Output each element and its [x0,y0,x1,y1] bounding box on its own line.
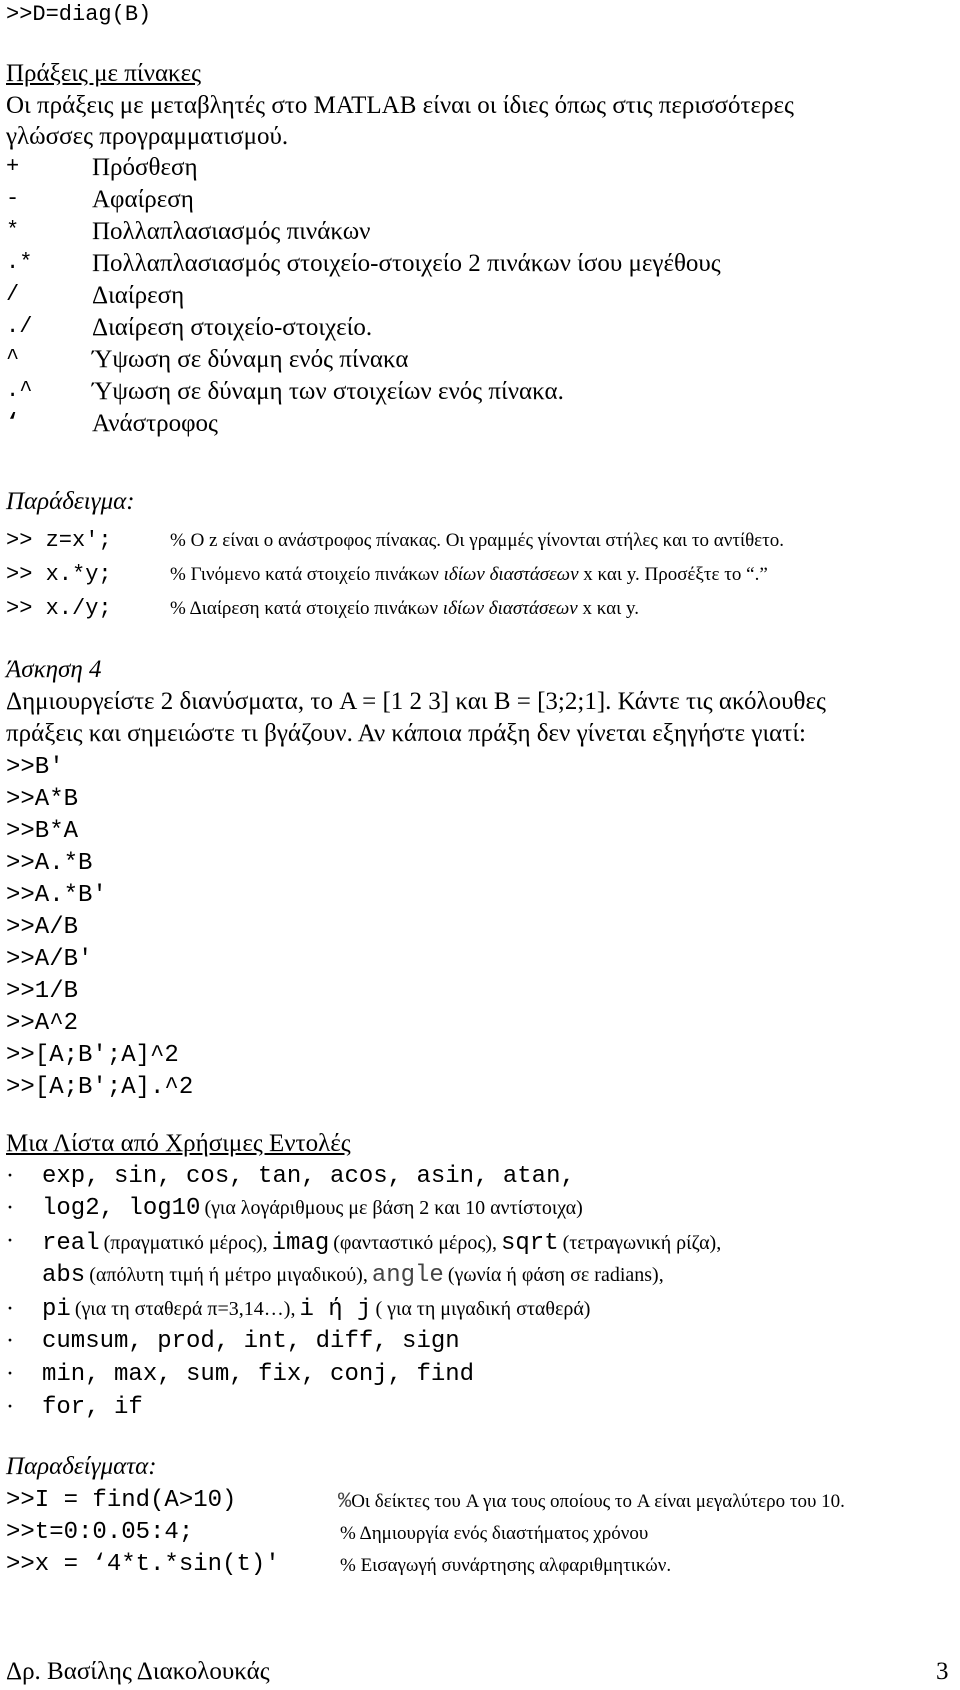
command-note: (φανταστικό μέρος), [333,1232,497,1254]
command-note: ( για τη μιγαδική σταθερά) [375,1298,591,1320]
bullet-icon: · [6,1228,14,1254]
command-angle: angle [371,1262,444,1289]
exercise-command: >>A/B [6,914,79,941]
exercise-command: >>[A;B′;A]^2 [6,1042,179,1069]
example-row [6,1551,956,1583]
example-comment-text: Οι δείκτες του A για τους οποίους το A είναι μεγαλύτερο του 10. [351,1491,845,1512]
operator-row [6,378,906,410]
operator-symbol: .* [6,250,33,275]
bullet-icon: · [6,1328,14,1354]
bullet-icon: · [6,1394,14,1420]
bullet-icon: · [6,1163,14,1189]
exercise-text-line-1: Δημιουργείστε 2 διανύσματα, το A = [1 2 3] και B = [3;2;1]. Κάντε τις ακόλουθες [6,688,826,715]
command-note: (τετραγωνική ρίζα), [562,1232,722,1254]
command-item-body [42,1195,583,1222]
operator-row [6,346,906,378]
example-row [6,596,946,626]
bullet-icon: · [6,1361,14,1387]
percent-sign: % [338,1489,352,1514]
operator-symbol: / [6,282,20,307]
command-names: log2, log10 [42,1195,201,1222]
operator-description: Πολλαπλασιασμός στοιχείο-στοιχείο 2 πινάκων ίσου μεγέθους [92,250,721,277]
top-code-line: >>D=diag(B) [6,2,152,27]
example-code: >>t=0:0.05:4; [6,1519,194,1546]
command-note: (για τη σταθερά π=3,14…), [74,1298,296,1320]
command-list-item [6,1328,946,1360]
operator-symbol: ‘ [6,410,20,435]
command-names: for, if [42,1394,143,1421]
exercise-command: >>A/B′ [6,946,93,973]
exercise-command: >>B′ [6,754,64,781]
operator-symbol: ^ [6,346,20,371]
example-comment [170,564,768,586]
exercise-command: >>A.*B′ [6,882,107,909]
command-sqrt: sqrt [500,1230,559,1257]
operator-row [6,186,906,218]
operator-description: Ύψωση σε δύναμη ενός πίνακα [92,346,409,373]
command-pi: pi [42,1296,71,1323]
command-note: (απόλυτη τιμή ή μέτρο μιγαδικού), [89,1264,368,1286]
exercise-command: >>A*B [6,786,79,813]
example-code: >> x.*y; [6,562,112,587]
example-comment-italic: ιδίων διαστάσεων [443,564,579,585]
example-row [6,1519,956,1551]
command-names: min, max, sum, fix, conj, find [42,1361,475,1388]
example-comment: % Εισαγωγή συνάρτησης αλφαριθμητικών. [340,1555,672,1576]
operator-row [6,218,906,250]
command-note: (για λογάριθμους με βάση 2 και 10 αντίστοιχα) [204,1197,583,1219]
exercise-heading: Άσκηση 4 [6,656,102,683]
operator-row [6,314,906,346]
operator-description: Αφαίρεση [92,186,194,213]
command-note: (πραγματικό μέρος), [103,1232,268,1254]
section-heading-operations: Πράξεις με πίνακες [6,60,202,87]
example-code: >> z=x′; [6,528,112,553]
operator-description: Διαίρεση [92,282,185,309]
commands-list-heading: Μια Λίστα από Χρήσιμες Εντολές [6,1130,351,1157]
operator-description: Πρόσθεση [92,154,198,181]
command-list-item [6,1163,946,1195]
example-comment [170,598,639,620]
example-comment: % Δημιουργία ενός διαστήματος χρόνου [340,1523,649,1544]
example-heading: Παράδειγμα: [6,488,135,515]
exercise-command: >>B*A [6,818,79,845]
example-comment [170,530,784,552]
example-code: >>I = find(A>10) [6,1487,237,1514]
operator-symbol: + [6,154,20,179]
operator-description: Ανάστροφος [92,410,218,437]
command-list-item [6,1195,946,1227]
operator-row [6,282,906,314]
command-list-item [6,1394,946,1426]
command-names: cumsum, prod, int, diff, sign [42,1328,460,1355]
example-comment-tail: x και y. Προσέξτε το “.” [578,564,768,585]
command-ij: i ή j [299,1296,372,1323]
operator-row [6,154,906,186]
example-comment-text: % Ο z είναι ο ανάστροφος πίνακας. Οι γραμμές γίνονται στήλες και το αντίθετο. [170,530,785,551]
intro-line-1: Οι πράξεις με μεταβλητές στο MATLAB είναι οι ίδιες όπως στις περισσότερες [6,92,794,119]
operator-description: Ύψωση σε δύναμη των στοιχείων ενός πίνακα. [92,378,564,405]
example-comment [338,1489,845,1514]
command-note: (γωνία ή φάση σε radians), [447,1264,664,1286]
example-comment-text: % Διαίρεση κατά στοιχείο πινάκων [170,598,443,619]
operator-symbol: - [6,186,20,211]
example-comment-text: % Γινόμενο κατά στοιχείο πινάκων [170,564,444,585]
example-code: >> x./y; [6,596,112,621]
operator-description: Πολλαπλασιασμός πινάκων [92,218,371,245]
command-abs: abs [42,1262,86,1289]
examples-heading: Παραδείγματα: [6,1453,157,1480]
footer-author: Δρ. Βασίλης Διακολουκάς [6,1658,270,1685]
example-comment-italic: ιδίων διαστάσεων [442,598,578,619]
intro-line-2: γλώσσες προγραμματισμού. [6,123,289,150]
exercise-command: >>[A;B′;A].^2 [6,1074,194,1101]
example-row [6,528,946,558]
operator-row [6,250,906,282]
bullet-icon: · [6,1195,14,1221]
example-comment-tail: x και y. [577,598,639,619]
page-number: 3 [936,1658,949,1685]
operator-row [6,410,906,442]
exercise-command: >>A.*B [6,850,93,877]
command-imag: imag [271,1230,330,1257]
exercise-command: >>A^2 [6,1010,79,1037]
example-row [6,1487,956,1519]
command-names: exp, sin, cos, tan, acos, asin, atan, [42,1163,575,1190]
operator-symbol: .^ [6,378,33,403]
exercise-text-line-2: πράξεις και σημειώστε τι βγάζουν. Αν κάποια πράξη δεν γίνεται εξηγήστε γιατί: [6,720,806,747]
example-code: >>x = ‘4*t.*sin(t)′ [6,1551,280,1578]
operator-symbol: * [6,218,20,243]
exercise-command: >>1/B [6,978,79,1005]
command-list-item [6,1296,946,1328]
command-item-body [42,1296,590,1323]
bullet-icon: · [6,1296,14,1322]
command-list-item [6,1361,946,1393]
command-real: real [42,1230,100,1257]
operator-symbol: ./ [6,314,33,339]
operator-description: Διαίρεση στοιχείο-στοιχείο. [92,314,373,341]
command-list-item [6,1228,946,1292]
command-item-body [42,1228,942,1292]
example-row [6,562,946,592]
